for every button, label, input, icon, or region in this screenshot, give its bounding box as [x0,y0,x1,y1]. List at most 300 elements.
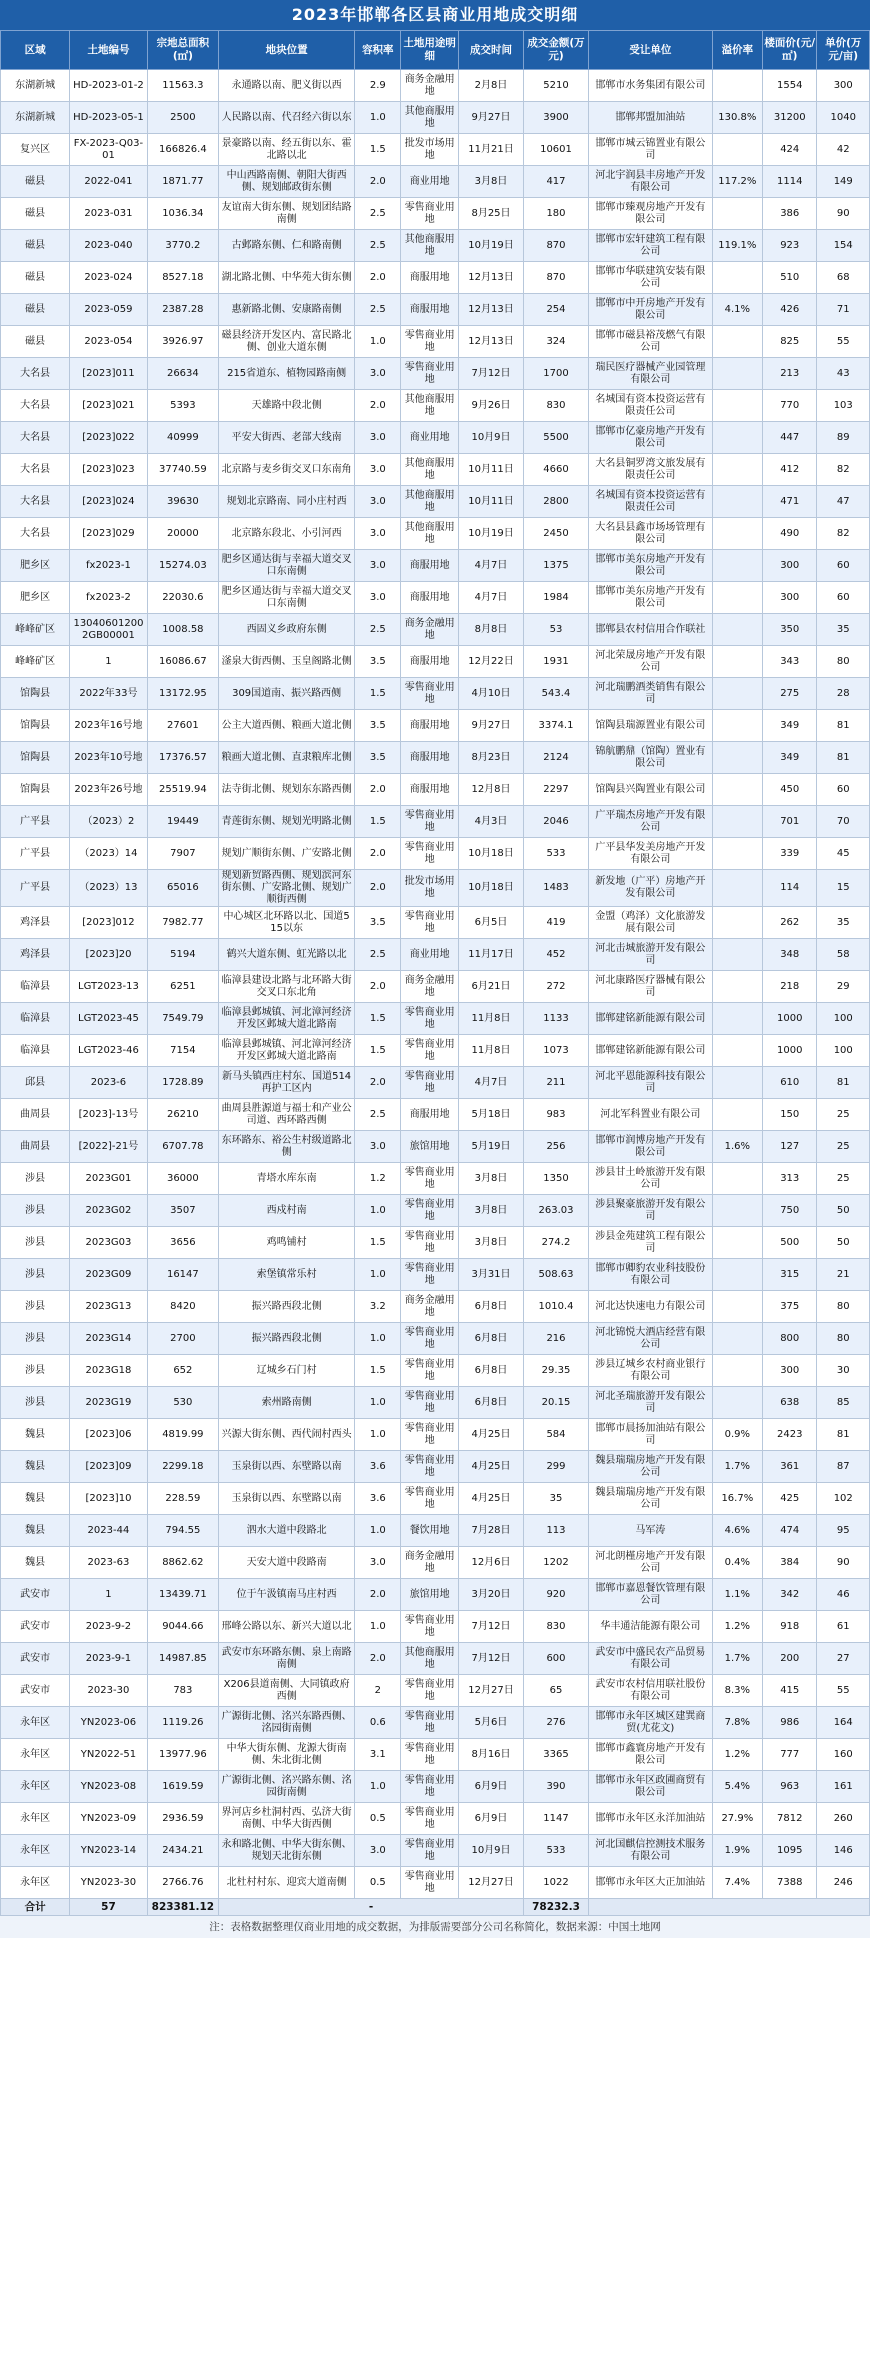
cell-location: 广源街北侧、洺兴东路西侧、洺园街南侧 [219,1707,355,1739]
cell-land-use: 商业用地 [401,422,459,454]
cell-location: 鹤兴大道东侧、虹光路以北 [219,939,355,971]
cell-floor-price: 386 [762,198,817,230]
cell-premium-rate: 1.7% [712,1643,762,1675]
cell-floor-price: 300 [762,1355,817,1387]
cell-land-use: 零售商业用地 [401,1835,459,1867]
cell-land-use: 零售商业用地 [401,1163,459,1195]
cell-location: 新马头镇西庄村东、国道514再护工区内 [219,1067,355,1099]
cell-deal-amount: 276 [524,1707,589,1739]
cell-location: 肥乡区通达街与幸福大道交叉口东南侧 [219,550,355,582]
cell-land-id: 2022年33号 [70,678,148,710]
cell-unit-price: 35 [817,907,870,939]
cell-deal-amount: 3374.1 [524,710,589,742]
cell-deal-amount: 419 [524,907,589,939]
table-row [1,422,870,454]
cell-deal-date: 7月12日 [459,358,524,390]
cell-land-use: 商服用地 [401,294,459,326]
cell-deal-date: 5月18日 [459,1099,524,1131]
cell-region: 涉县 [1,1323,70,1355]
cell-region: 涉县 [1,1355,70,1387]
cell-deal-date: 9月26日 [459,390,524,422]
cell-land-use: 商务金融用地 [401,70,459,102]
cell-land-use: 零售商业用地 [401,678,459,710]
cell-land-id: HD-2023-05-1 [70,102,148,134]
table-row [1,1259,870,1291]
cell-land-use: 旅馆用地 [401,1579,459,1611]
table-row [1,454,870,486]
cell-premium-rate [712,1355,762,1387]
cell-area: 16086.67 [147,646,218,678]
cell-region: 涉县 [1,1163,70,1195]
cell-floor-price: 415 [762,1675,817,1707]
cell-region: 武安市 [1,1643,70,1675]
cell-deal-amount: 584 [524,1419,589,1451]
table-row [1,102,870,134]
cell-land-use: 餐饮用地 [401,1515,459,1547]
cell-land-id: [2023]09 [70,1451,148,1483]
cell-plot-ratio: 1.0 [355,102,401,134]
cell-land-use: 商服用地 [401,742,459,774]
cell-buyer: 邯郸县农村信用合作联社 [588,614,712,646]
cell-buyer: 邯郸市鑫寰房地产开发有限公司 [588,1739,712,1771]
total-row [1,1899,870,1916]
cell-plot-ratio: 1.5 [355,1035,401,1067]
cell-region: 魏县 [1,1515,70,1547]
cell-area: 40999 [147,422,218,454]
cell-premium-rate [712,518,762,550]
cell-premium-rate [712,198,762,230]
cell-area: 1728.89 [147,1067,218,1099]
table-row [1,939,870,971]
cell-buyer: 魏县瑞瑞房地产开发有限公司 [588,1451,712,1483]
cell-floor-price: 200 [762,1643,817,1675]
cell-premium-rate: 0.9% [712,1419,762,1451]
cell-premium-rate [712,1259,762,1291]
cell-region: 大名县 [1,454,70,486]
table-row [1,1419,870,1451]
cell-region: 邱县 [1,1067,70,1099]
table-row [1,1611,870,1643]
cell-floor-price: 450 [762,774,817,806]
cell-location: 永和路北侧、中华大街东侧、规划天北街东侧 [219,1835,355,1867]
cell-unit-price: 71 [817,294,870,326]
cell-region: 大名县 [1,390,70,422]
cell-buyer: 邯郸市永年区政圃商贸有限公司 [588,1771,712,1803]
cell-deal-amount: 452 [524,939,589,971]
cell-area: 4819.99 [147,1419,218,1451]
header-premium-rate: 溢价率 [712,31,762,70]
cell-location: 滏泉大街西侧、玉皇阁路北侧 [219,646,355,678]
cell-floor-price: 213 [762,358,817,390]
cell-deal-amount: 543.4 [524,678,589,710]
cell-plot-ratio: 2.5 [355,198,401,230]
cell-plot-ratio: 2.5 [355,294,401,326]
cell-area: 13977.96 [147,1739,218,1771]
cell-unit-price: 154 [817,230,870,262]
cell-land-id: YN2023-14 [70,1835,148,1867]
table-header-row [1,31,870,70]
cell-land-id: fx2023-2 [70,582,148,614]
table-row [1,1803,870,1835]
cell-region: 馆陶县 [1,678,70,710]
table-row [1,262,870,294]
cell-deal-amount: 2124 [524,742,589,774]
cell-buyer: 邯郸市水务集团有限公司 [588,70,712,102]
cell-deal-amount: 830 [524,1611,589,1643]
cell-premium-rate [712,1227,762,1259]
cell-location: 临漳县邺城镇、河北漳河经济开发区邺城大道北路南 [219,1035,355,1067]
cell-land-use: 其他商服用地 [401,454,459,486]
cell-location: 西戍村南 [219,1195,355,1227]
cell-region: 涉县 [1,1227,70,1259]
cell-unit-price: 50 [817,1195,870,1227]
cell-deal-amount: 5210 [524,70,589,102]
cell-location: 中华大街东侧、龙源大街南侧、朱北街北侧 [219,1739,355,1771]
cell-deal-date: 8月16日 [459,1739,524,1771]
cell-floor-price: 1095 [762,1835,817,1867]
cell-deal-amount: 5500 [524,422,589,454]
cell-land-use: 零售商业用地 [401,1067,459,1099]
cell-deal-date: 3月8日 [459,166,524,198]
cell-land-id: 2023-9-2 [70,1611,148,1643]
cell-land-use: 零售商业用地 [401,1355,459,1387]
cell-deal-date: 12月27日 [459,1675,524,1707]
cell-location: 永通路以南、肥义街以西 [219,70,355,102]
cell-land-id: [2023]10 [70,1483,148,1515]
table-row [1,70,870,102]
cell-area: 7549.79 [147,1003,218,1035]
cell-deal-date: 8月8日 [459,614,524,646]
cell-location: 鸡鸣铺村 [219,1227,355,1259]
cell-premium-rate: 4.6% [712,1515,762,1547]
cell-buyer: 邯郸市嘉恩餐饮管理有限公司 [588,1579,712,1611]
cell-deal-amount: 533 [524,838,589,870]
cell-unit-price: 82 [817,518,870,550]
cell-floor-price: 777 [762,1739,817,1771]
cell-deal-amount: 870 [524,262,589,294]
cell-buyer: 河北朗槿房地产开发有限公司 [588,1547,712,1579]
cell-unit-price: 90 [817,1547,870,1579]
cell-location: 北京路东段北、小引河西 [219,518,355,550]
cell-area: 2299.18 [147,1451,218,1483]
header-plot-ratio: 容积率 [355,31,401,70]
cell-deal-amount: 533 [524,1835,589,1867]
cell-unit-price: 81 [817,742,870,774]
cell-premium-rate [712,939,762,971]
cell-buyer: 馆陶县瑞源置业有限公司 [588,710,712,742]
cell-land-use: 零售商业用地 [401,1035,459,1067]
cell-floor-price: 471 [762,486,817,518]
cell-land-id: 2023-059 [70,294,148,326]
cell-region: 肥乡区 [1,582,70,614]
cell-land-id: 2023G01 [70,1163,148,1195]
header-deal-date: 成交时间 [459,31,524,70]
cell-land-use: 商服用地 [401,582,459,614]
table-body [1,70,870,1899]
cell-area: 20000 [147,518,218,550]
cell-deal-amount: 299 [524,1451,589,1483]
cell-area: 3926.97 [147,326,218,358]
cell-unit-price: 161 [817,1771,870,1803]
cell-floor-price: 349 [762,742,817,774]
cell-deal-date: 4月10日 [459,678,524,710]
cell-location: 惠新路北侧、安康路南侧 [219,294,355,326]
cell-plot-ratio: 3.1 [355,1739,401,1771]
cell-land-id: 1 [70,1579,148,1611]
cell-area: 1008.58 [147,614,218,646]
table-row [1,742,870,774]
cell-area: 7907 [147,838,218,870]
table-row [1,1355,870,1387]
table-row [1,486,870,518]
cell-floor-price: 31200 [762,102,817,134]
cell-buyer: 邯郸市永年区城区建巽商贸(尤花文) [588,1707,712,1739]
cell-buyer: 瑞民医疗器械产业园管理有限公司 [588,358,712,390]
cell-premium-rate [712,1291,762,1323]
cell-buyer: 河北荣晟房地产开发有限公司 [588,646,712,678]
cell-plot-ratio: 2 [355,1675,401,1707]
cell-deal-amount: 1022 [524,1867,589,1899]
cell-floor-price: 150 [762,1099,817,1131]
cell-area: 13439.71 [147,1579,218,1611]
page-title: 2023年邯郸各区县商业用地成交明细 [0,0,870,30]
cell-deal-date: 4月7日 [459,582,524,614]
header-region: 区域 [1,31,70,70]
cell-deal-date: 10月9日 [459,1835,524,1867]
cell-location: 位于午汲镇南马庄村西 [219,1579,355,1611]
cell-floor-price: 610 [762,1067,817,1099]
cell-deal-amount: 113 [524,1515,589,1547]
cell-area: 3656 [147,1227,218,1259]
table-row [1,774,870,806]
cell-floor-price: 510 [762,262,817,294]
cell-deal-date: 6月21日 [459,971,524,1003]
cell-unit-price: 146 [817,1835,870,1867]
cell-land-use: 零售商业用地 [401,1003,459,1035]
table-row [1,678,870,710]
cell-deal-date: 12月13日 [459,262,524,294]
table-row [1,1387,870,1419]
cell-buyer: 邯郸市永年区永洋加油站 [588,1803,712,1835]
cell-land-id: HD-2023-01-2 [70,70,148,102]
cell-deal-amount: 1483 [524,870,589,907]
cell-plot-ratio: 3.6 [355,1483,401,1515]
cell-land-id: 2022-041 [70,166,148,198]
cell-buyer: 邯郸市润博房地产开发有限公司 [588,1131,712,1163]
cell-buyer: 河北击城旅游开发有限公司 [588,939,712,971]
header-land-id: 土地编号 [70,31,148,70]
cell-area: 65016 [147,870,218,907]
total-empty [588,1899,869,1916]
cell-plot-ratio: 3.0 [355,1835,401,1867]
cell-region: 永年区 [1,1867,70,1899]
cell-land-id: 2023年10号地 [70,742,148,774]
cell-land-use: 零售商业用地 [401,1611,459,1643]
cell-unit-price: 25 [817,1163,870,1195]
cell-deal-amount: 256 [524,1131,589,1163]
cell-buyer: 名城国有资本投资运营有限责任公司 [588,390,712,422]
cell-land-id: （2023）2 [70,806,148,838]
cell-premium-rate: 119.1% [712,230,762,262]
cell-land-id: LGT2023-13 [70,971,148,1003]
cell-unit-price: 164 [817,1707,870,1739]
cell-unit-price: 61 [817,1611,870,1643]
cell-premium-rate: 130.8% [712,102,762,134]
cell-deal-amount: 2046 [524,806,589,838]
cell-location: 界河店乡杜洞村西、弘济大街南侧、中华大街西侧 [219,1803,355,1835]
cell-unit-price: 246 [817,1867,870,1899]
cell-location: 西固义乡政府东侧 [219,614,355,646]
cell-region: 武安市 [1,1675,70,1707]
cell-premium-rate [712,454,762,486]
cell-buyer: 涉县聚豪旅游开发有限公司 [588,1195,712,1227]
cell-area: 530 [147,1387,218,1419]
cell-land-id: [2023]-13号 [70,1099,148,1131]
cell-land-use: 商服用地 [401,710,459,742]
cell-floor-price: 315 [762,1259,817,1291]
total-count: 57 [70,1899,148,1916]
cell-deal-amount: 3365 [524,1739,589,1771]
cell-land-use: 零售商业用地 [401,1771,459,1803]
cell-plot-ratio: 3.0 [355,422,401,454]
table-row [1,971,870,1003]
cell-buyer: 河北宇润县丰房地产开发有限公司 [588,166,712,198]
cell-deal-date: 12月27日 [459,1867,524,1899]
cell-plot-ratio: 1.5 [355,678,401,710]
cell-land-id: [2023]029 [70,518,148,550]
cell-premium-rate [712,134,762,166]
cell-buyer: 河北圣瑞旅游开发有限公司 [588,1387,712,1419]
cell-floor-price: 375 [762,1291,817,1323]
cell-deal-date: 11月8日 [459,1035,524,1067]
cell-area: 39630 [147,486,218,518]
cell-deal-amount: 920 [524,1579,589,1611]
cell-plot-ratio: 2.0 [355,390,401,422]
cell-land-use: 商务金融用地 [401,971,459,1003]
cell-deal-date: 3月8日 [459,1195,524,1227]
cell-location: 武安市东环路东侧、泉上南路南侧 [219,1643,355,1675]
cell-premium-rate: 5.4% [712,1771,762,1803]
table-row [1,1067,870,1099]
cell-land-id: LGT2023-45 [70,1003,148,1035]
cell-premium-rate [712,614,762,646]
cell-floor-price: 342 [762,1579,817,1611]
cell-floor-price: 384 [762,1547,817,1579]
cell-unit-price: 25 [817,1131,870,1163]
cell-area: 8420 [147,1291,218,1323]
cell-buyer: 河北瑞鹏酒类销售有限公司 [588,678,712,710]
cell-premium-rate [712,1195,762,1227]
cell-location: 辽城乡石门村 [219,1355,355,1387]
cell-land-id: YN2023-09 [70,1803,148,1835]
cell-unit-price: 30 [817,1355,870,1387]
cell-floor-price: 114 [762,870,817,907]
header-floor-price: 楼面价(元/㎡) [762,31,817,70]
cell-deal-date: 6月8日 [459,1355,524,1387]
cell-deal-amount: 417 [524,166,589,198]
cell-location: 法寺街北侧、规划东东路西侧 [219,774,355,806]
cell-premium-rate [712,326,762,358]
cell-floor-price: 275 [762,678,817,710]
cell-buyer: 新发地（广平）房地产开发有限公司 [588,870,712,907]
cell-deal-date: 11月8日 [459,1003,524,1035]
cell-area: 2387.28 [147,294,218,326]
table-row [1,1707,870,1739]
cell-area: 1119.26 [147,1707,218,1739]
cell-land-use: 零售商业用地 [401,1483,459,1515]
table-row [1,582,870,614]
cell-area: 11563.3 [147,70,218,102]
cell-buyer: 广平瑞杰房地产开发有限公司 [588,806,712,838]
cell-floor-price: 474 [762,1515,817,1547]
table-row [1,1163,870,1195]
cell-premium-rate [712,422,762,454]
cell-land-id: 2023-031 [70,198,148,230]
cell-unit-price: 100 [817,1003,870,1035]
cell-area: 8527.18 [147,262,218,294]
cell-land-id: LGT2023-46 [70,1035,148,1067]
cell-deal-date: 3月8日 [459,1227,524,1259]
cell-premium-rate [712,838,762,870]
cell-region: 馆陶县 [1,710,70,742]
cell-floor-price: 343 [762,646,817,678]
cell-land-id: fx2023-1 [70,550,148,582]
cell-location: 规划新贸路西侧、规划滨河东街东侧、广安路北侧、规划广顺街西侧 [219,870,355,907]
cell-land-use: 零售商业用地 [401,358,459,390]
cell-unit-price: 15 [817,870,870,907]
cell-area: 14987.85 [147,1643,218,1675]
cell-deal-amount: 254 [524,294,589,326]
cell-floor-price: 349 [762,710,817,742]
cell-region: 永年区 [1,1739,70,1771]
cell-unit-price: 102 [817,1483,870,1515]
cell-land-use: 零售商业用地 [401,1867,459,1899]
cell-region: 武安市 [1,1611,70,1643]
cell-region: 临漳县 [1,971,70,1003]
cell-premium-rate: 8.3% [712,1675,762,1707]
cell-plot-ratio: 1.5 [355,134,401,166]
cell-land-id: 2023G18 [70,1355,148,1387]
cell-deal-amount: 508.63 [524,1259,589,1291]
cell-plot-ratio: 2.5 [355,1099,401,1131]
cell-premium-rate [712,678,762,710]
cell-premium-rate [712,1387,762,1419]
cell-unit-price: 1040 [817,102,870,134]
cell-land-use: 旅馆用地 [401,1131,459,1163]
cell-land-use: 商务金融用地 [401,1547,459,1579]
cell-deal-amount: 1375 [524,550,589,582]
cell-land-use: 零售商业用地 [401,1323,459,1355]
land-transaction-table [0,30,870,1916]
cell-deal-date: 3月31日 [459,1259,524,1291]
cell-deal-date: 3月20日 [459,1579,524,1611]
cell-land-id: FX-2023-Q03-01 [70,134,148,166]
header-buyer: 受让单位 [588,31,712,70]
cell-unit-price: 55 [817,326,870,358]
cell-land-use: 零售商业用地 [401,1419,459,1451]
table-row [1,518,870,550]
cell-deal-amount: 29.35 [524,1355,589,1387]
cell-floor-price: 350 [762,614,817,646]
cell-unit-price: 260 [817,1803,870,1835]
cell-floor-price: 426 [762,294,817,326]
cell-land-id: [2023]20 [70,939,148,971]
cell-premium-rate [712,870,762,907]
cell-land-use: 其他商服用地 [401,1643,459,1675]
cell-region: 大名县 [1,358,70,390]
cell-land-use: 其他商服用地 [401,518,459,550]
cell-land-use: 商服用地 [401,1099,459,1131]
